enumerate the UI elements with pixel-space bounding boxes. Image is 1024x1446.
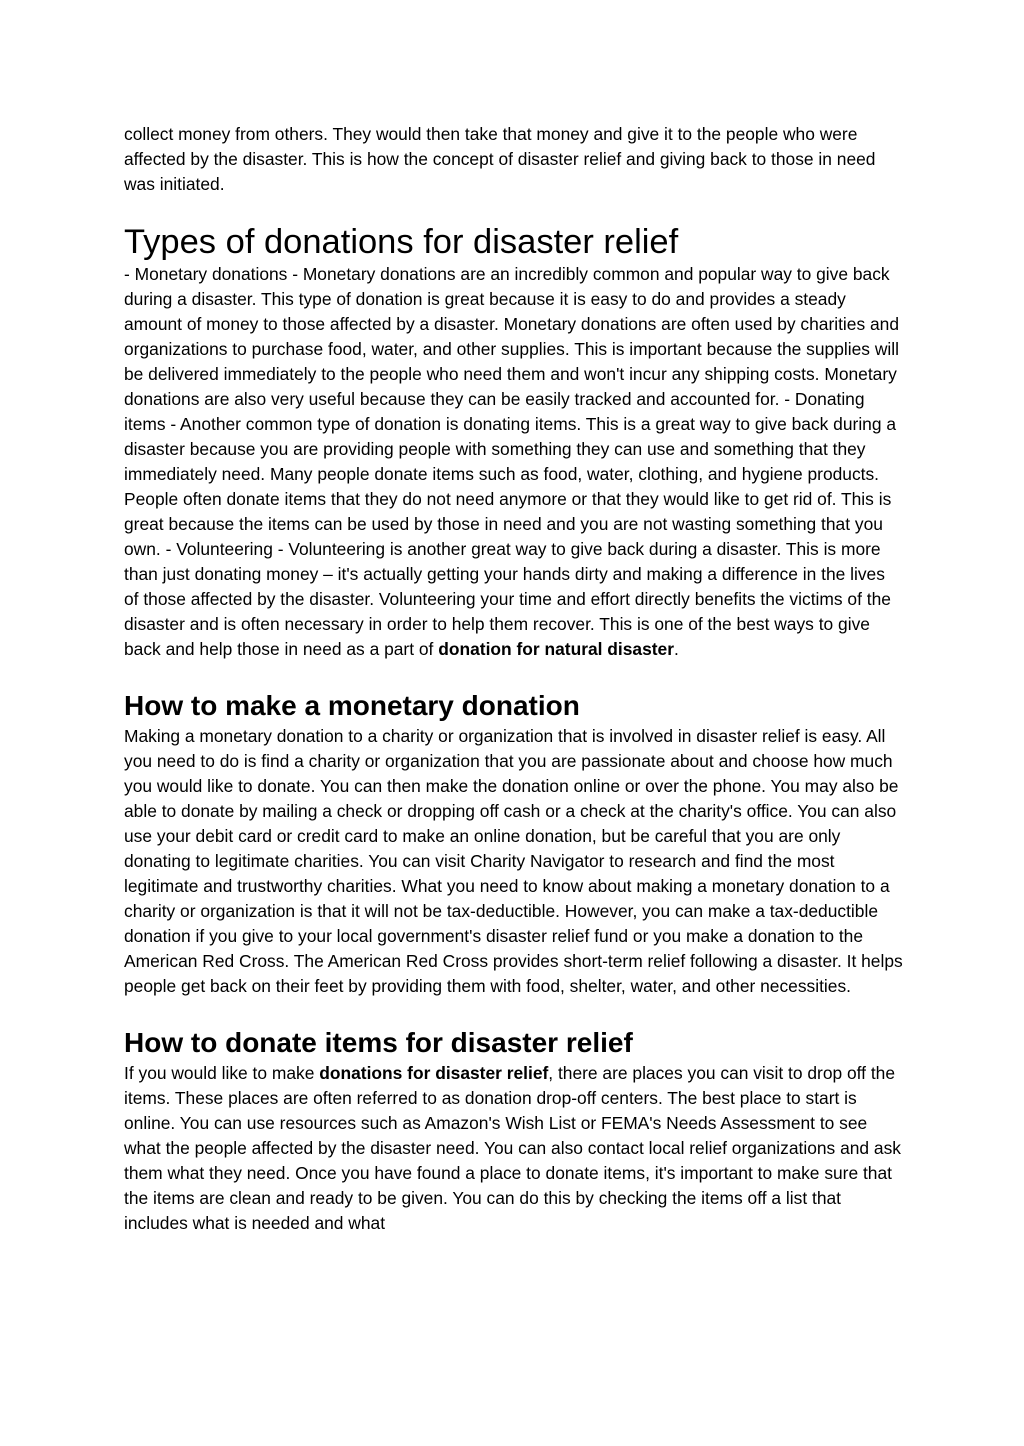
types-paragraph [124,262,904,662]
monetary-heading: How to make a monetary donation [124,690,580,721]
items-before: If you would like to make [124,1063,320,1083]
items-paragraph [124,1061,904,1236]
items-bold-phrase: donations for disaster relief [319,1063,549,1083]
types-after: . [674,639,679,659]
intro-text: collect money from others. They would then take that money and give it to the people who were affected by the disaster. This is how the concept of disaster relief and giving back to those in need was initiated. [124,124,876,194]
monetary-paragraph [124,724,904,999]
monetary-text: Making a monetary donation to a charity or organization that is involved in disaster relief is easy. All you need to do is find a charity or organization that you are passionate about and choose how much you would like to donate. You can then make the donation online or over the phone. You may also be able to donate by mailing a check or dropping off cash or a check at the charity's office. You can also use your debit card or credit card to make an online donation, but be careful that you are only donating to legitimate charities. You can visit Charity Navigator to research and find the most legitimate and trustworthy charities. What you need to know about making a monetary donation to a charity or organization is that it will not be tax-deductible. However, you can make a tax-deductible donation if you give to your local government's disaster relief fund or you make a donation to the American Red Cross. The American Red Cross provides short-term relief following a disaster. It helps people get back on their feet by providing them with food, shelter, water, and other necessities. [124,726,903,996]
items-heading: How to donate items for disaster relief [124,1027,633,1058]
types-heading: Types of donations for disaster relief [124,223,679,261]
intro-paragraph [124,122,904,197]
types-text: - Monetary donations - Monetary donations are an incredibly common and popular way to give back during a disaster. This type of donation is great because it is easy to do and provides a steady amount of money to those affected by a disaster. Monetary donations are often used by charities and organizations to purchase food, water, and other supplies. This is important because the supplies will be delivered immediately to the people who need them and won't incur any shipping costs. Monetary donations are also very useful because they can be easily tracked and accounted for. - Donating items - Another common type of donation is donating items. This is a great way to give back during a disaster because you are providing people with something they can use and something that they immediately need. Many people donate items such as food, water, clothing, and hygiene products. People often donate items that they do not need anymore or that they would like to get rid of. This is great because the items can be used by those in need and you are not wasting something that you own. - Volunteering - Volunteering is another great way to give back during a disaster. This is more than just donating money – it's actually getting your hands dirty and making a difference in the lives of those affected by the disaster. Volunteering your time and effort directly benefits the victims of the disaster and is often necessary in order to help them recover. This is one of the best ways to give back and help those in need as a part of [124,264,900,659]
items-text: , there are places you can visit to drop off the items. These places are often referred to as donation drop-off centers. The best place to start is online. You can use resources such as Amazon's Wish List or FEMA's Needs Assessment to see what the people affected by the disaster need. You can also contact local relief organizations and ask them what they need. Once you have found a place to donate items, it's important to make sure that the items are clean and ready to be given. You can do this by checking the items off a list that includes what is needed and what [124,1063,901,1233]
document-page [124,122,904,1236]
types-bold-phrase: donation for natural disaster [438,639,675,659]
